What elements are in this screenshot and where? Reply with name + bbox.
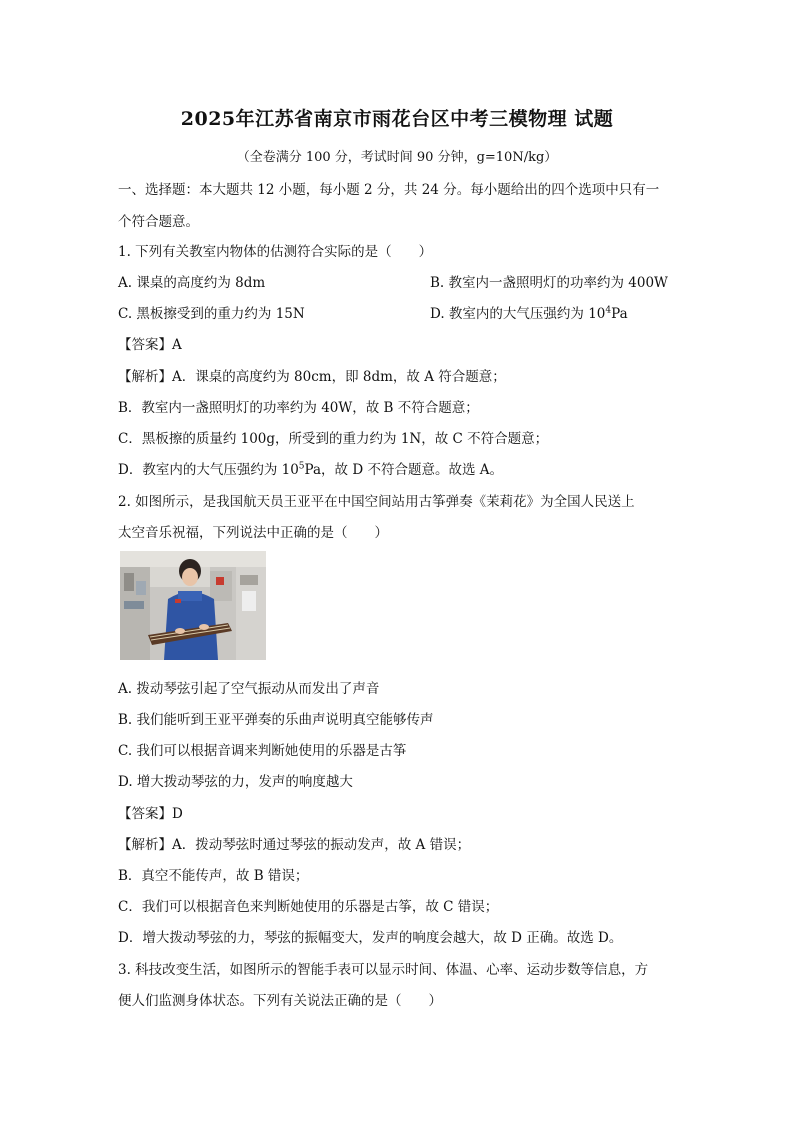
q1-answer: 【答案】A bbox=[118, 337, 182, 353]
q2-analysis-line-2: B．真空不能传声，故 B 错误； bbox=[118, 868, 309, 884]
q2-analysis-line-1: 【解析】A．拨动琴弦时通过琴弦的振动发声，故 A 错误； bbox=[118, 837, 471, 853]
q2-option-c: C. 我们可以根据音调来判断她使用的乐器是古筝 bbox=[118, 743, 407, 759]
q3-stem-line-2: 便人们监测身体状态。下列有关说法正确的是（ ） bbox=[118, 993, 442, 1009]
q2-stem-line-1: 2. 如图所示，是我国航天员王亚平在中国空间站用古筝弹奏《茉莉花》为全国人民送上 bbox=[118, 494, 635, 510]
q3-stem-line-1: 3. 科技改变生活，如图所示的智能手表可以显示时间、体温、心率、运动步数等信息，方 bbox=[118, 962, 649, 978]
q1-analysis-line-4: D．教室内的大气压强约为 $10^5Pa$，故 D 不符合题意。故选 A。 bbox=[118, 461, 504, 478]
astronaut-guzheng-photo bbox=[120, 551, 266, 660]
q1-option-d: D. 教室内的大气压强约为 $10^4Pa$ bbox=[430, 305, 628, 322]
q2-answer: 【答案】D bbox=[118, 806, 183, 822]
q1-analysis-line-3: C．黑板擦的质量约 100g，所受到的重力约为 1N，故 C 不符合题意； bbox=[118, 431, 549, 447]
q1-stem: 1. 下列有关教室内物体的估测符合实际的是（ ） bbox=[118, 244, 433, 260]
page-title: 2025年江苏省南京市雨花台区中考三模物理 试题 bbox=[180, 108, 614, 130]
q2-analysis-line-4: D．增大拨动琴弦的力，琴弦的振幅变大，发声的响度会越大，故 D 正确。故选 D。 bbox=[118, 930, 623, 946]
q1-option-a: A. 课桌的高度约为 8dm bbox=[118, 275, 266, 291]
q1-option-b: B. 教室内一盏照明灯的功率约为 400W bbox=[430, 275, 668, 291]
exam-subtitle: （全卷满分 100 分，考试时间 90 分钟，g=10N/kg） bbox=[236, 150, 558, 165]
q1-analysis-line-1: 【解析】A．课桌的高度约为 80cm，即 8dm，故 A 符合题意； bbox=[118, 369, 506, 385]
q2-option-d: D. 增大拨动琴弦的力，发声的响度越大 bbox=[118, 774, 353, 790]
section-intro-line-2: 个符合题意。 bbox=[118, 214, 199, 230]
q2-option-a: A. 拨动琴弦引起了空气振动从而发出了声音 bbox=[118, 681, 380, 697]
q1-option-c: C. 黑板擦受到的重力约为 15N bbox=[118, 306, 305, 322]
q2-stem-line-2: 太空音乐祝福，下列说法中正确的是（ ） bbox=[118, 525, 388, 541]
q1-analysis-line-2: B．教室内一盏照明灯的功率约为 40W，故 B 不符合题意； bbox=[118, 400, 479, 416]
section-intro-line-1: 一、选择题：本大题共 12 小题，每小题 2 分，共 24 分。每小题给出的四个选项中只有一 bbox=[118, 182, 660, 198]
q2-option-b: B. 我们能听到王亚平弹奏的乐曲声说明真空能够传声 bbox=[118, 712, 434, 728]
q2-analysis-line-3: C．我们可以根据音色来判断她使用的乐器是古筝，故 C 错误； bbox=[118, 899, 499, 915]
